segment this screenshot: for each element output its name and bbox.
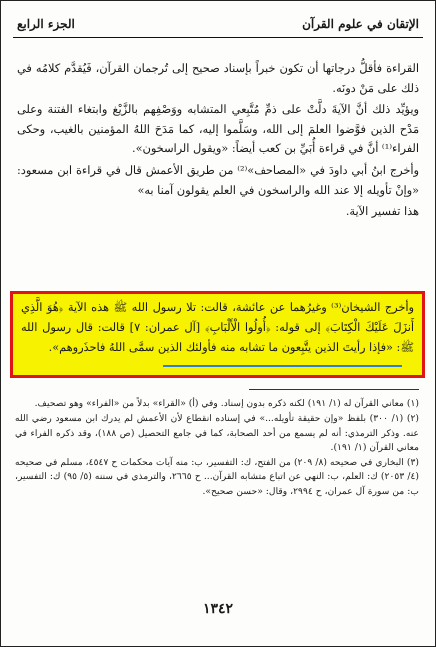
highlighted-passage — [10, 291, 425, 378]
footnote-3: (٣) البخاري في صحيحه (٨/ ٢٠٩) من الفتح، ك: التفسير، ب: منه آيات محكمات ح ٤٥٤٧، مسلم في صحيحه (٤/ ٢٠٥٣) ك: العلم، ب: النهي عن اتباع متشابه القرآن... ح ٢٦٦٥، والترمذي في سننه (٥/ ٩٥) ك: التفسير، ب: من سورة آل عمران، ح ٢٩٩٤، وقال: «حسن صحيح». — [15, 457, 419, 497]
paragraph-3-tail: هذا تفسير الآية. — [345, 205, 419, 219]
footnote-1: (١) معاني القرآن له (١/ ١٩١) لكنه ذكره بدون إسناد. وفي (أ) «القراء» بدلاً من «الفراء» وهو تصحيف. — [34, 398, 419, 409]
volume-label: الجزء الرابع — [17, 17, 75, 31]
main-text — [17, 59, 419, 224]
footnote-2: (٢) (١/ ٣٠٠) بلفظ «وإن حقيقة تأويله...» في إسناده انقطاع لأن الأعمش لم يدرك ابن مسعود رضي الله عنه. وذكر الترمذي: أنه لم يسمع من أحد الصحابة، كما في جامع التحصيل (ص ١٨٨)، وقد ذكره الفراء في معاني القرآن (١/ ١٩١). — [15, 413, 419, 453]
paragraph-3: وأخرج ابنُ أبي داودَ في «المصاحف»⁽²⁾ من طريق الأعمش قال في قراءة ابن مسعود: «وإنْ تأويله إلا عند الله والراسخون في العلم يقولون آمنا به» — [17, 163, 419, 197]
running-header — [13, 15, 423, 38]
footnote-divider — [249, 389, 419, 390]
footnotes — [15, 397, 419, 500]
paragraph-1: القراءة فأقلُّ درجاتها أن تكون خبراً بإسناد صحيح إلى تُرجمان القرآن، فَيُقدَّم كلامُه في ذلك على مَنْ دونَه. — [17, 62, 419, 95]
paragraph-2: ويؤيِّد ذلك أنَّ الآيةَ دلَّتْ على ذمِّ مُتَّبِعي المتشابه ووَصْفِهم بالزَّيْغ وابتغاء الفتنة وعلى مَدْح الذين فوَّضوا العلمَ إلى الله، وسَلَّموا إليه، كما مَدَحَ اللهُ المؤمنين بالغيب، وحكى الفراء⁽¹⁾ أنَّ في قراءة أُبَيِّ بن كعب أيضاً: «ويقول الراسخون». — [17, 103, 419, 156]
book-title: الإتقان في علوم القرآن — [302, 17, 419, 31]
page-number: ١٣٤٢ — [202, 601, 234, 617]
blue-underline-mark — [163, 365, 402, 367]
highlighted-text: وأخرج الشيخان⁽³⁾ وغيرُهما عن عائشة، قالت: تلا رسول الله ﷺ هذه الآية ﴿هُوَ الَّذِي أَنزَلَ عَلَيْكَ الْكِتَابَ﴾ إلى قوله: ﴿أُولُوا الْأَلْبَابِ﴾ [آل عمران: ٧] قالت: قال رسول الله ﷺ: «فإذا رأيتَ الذين يتَّبِعون ما تشابه منه فأولئك الذين سمَّى اللهُ فاحذَروهم». — [21, 301, 414, 354]
